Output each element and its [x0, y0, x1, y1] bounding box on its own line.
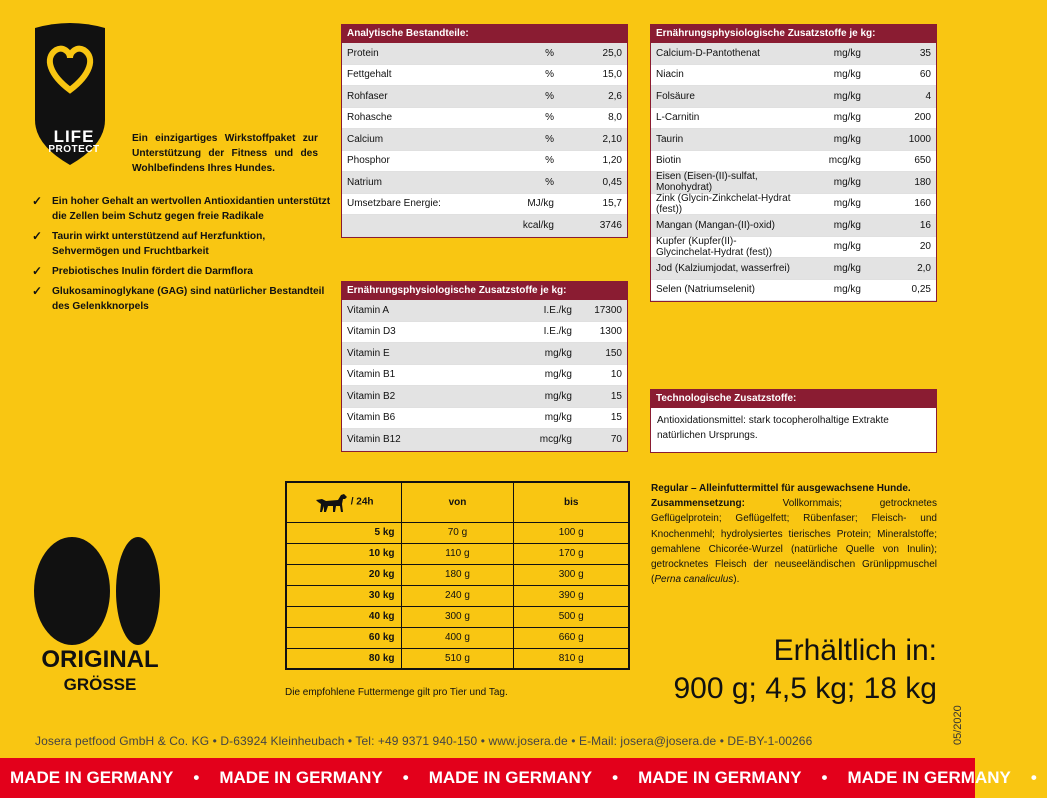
feeding-row: [286, 543, 629, 564]
table-row: [651, 280, 936, 302]
row-value: 15,7: [602, 198, 622, 210]
original-line2: GRÖSSE: [63, 675, 137, 694]
strip-text: •: [193, 768, 200, 787]
row-label: Eisen (Eisen-(II)-sulfat, Monohydrat): [656, 171, 758, 194]
row-value: 17300: [594, 304, 622, 316]
table-row: [342, 365, 627, 387]
feeding-von: 300 g: [401, 606, 514, 627]
feeding-weight: 60 kg: [286, 627, 401, 648]
row-label: Folsäure: [656, 90, 695, 102]
feeding-weight: 10 kg: [286, 543, 401, 564]
row-value: 160: [914, 198, 931, 210]
feeding-weight: 20 kg: [286, 564, 401, 585]
row-unit: mg/kg: [544, 347, 572, 359]
benefit-item: ✓ Taurin wirkt unterstützend auf Herzfunktion, Sehvermögen und Fruchtbarkeit: [32, 229, 332, 259]
row-unit: %: [545, 112, 554, 124]
row-value: 180: [914, 176, 931, 188]
feeding-row: [286, 585, 629, 606]
feeding-note: Die empfohlene Futtermenge gilt pro Tier und Tag.: [285, 687, 508, 698]
row-label: Vitamin B2: [347, 390, 396, 402]
tech-table: [650, 389, 937, 453]
feeding-bis: 100 g: [514, 522, 629, 543]
intro-text: Ein einzigartiges Wirkstoffpaket zur Unterstützung der Fitness und des Wohlbefindens Ihres Hundes.: [132, 133, 318, 174]
row-unit: %: [545, 176, 554, 188]
benefit-list: [32, 194, 332, 319]
row-value: 4: [925, 90, 931, 102]
row-unit: mg/kg: [833, 112, 861, 124]
table-row: [651, 43, 936, 65]
feeding-von: 110 g: [401, 543, 514, 564]
row-unit: mg/kg: [833, 219, 861, 231]
tech-title: Technologische Zusatzstoffe:: [651, 390, 936, 408]
row-unit: mg/kg: [833, 198, 861, 210]
row-unit: %: [545, 47, 554, 59]
row-label: Mangan (Mangan-(II)-oxid): [656, 219, 775, 231]
feeding-bis: 500 g: [514, 606, 629, 627]
row-label: Biotin: [656, 155, 682, 167]
row-value: 15,0: [602, 69, 622, 81]
row-unit: %: [545, 133, 554, 145]
table-row: [342, 194, 627, 216]
strip-text: MADE IN GERMANY: [10, 768, 174, 787]
row-unit: mg/kg: [833, 69, 861, 81]
table-row: [651, 215, 936, 237]
table-row: [651, 151, 936, 173]
row-label: Natrium: [347, 176, 383, 188]
row-unit: %: [545, 69, 554, 81]
made-in-germany-strip: [0, 758, 1037, 798]
row-value: 650: [914, 155, 931, 167]
row-label: Vitamin D3: [347, 326, 396, 338]
kibble-icon: [30, 535, 170, 645]
original-size-label: [30, 648, 170, 693]
row-label: Selen (Natriumselenit): [656, 284, 755, 296]
row-label: Fettgehalt: [347, 69, 392, 81]
row-value: 2,6: [608, 90, 622, 102]
vitamin-table: [341, 281, 628, 452]
row-label: Vitamin B12: [347, 433, 401, 445]
feeding-bis: 300 g: [514, 564, 629, 585]
row-unit: mg/kg: [833, 262, 861, 274]
feeding-bis: 390 g: [514, 585, 629, 606]
row-value: 200: [914, 112, 931, 124]
row-label: Protein: [347, 47, 379, 59]
row-label: Rohasche: [347, 112, 393, 124]
strip-text: MADE IN GERMANY: [847, 768, 1011, 787]
row-value: 2,0: [917, 262, 931, 274]
feeding-row: [286, 648, 629, 669]
row-unit: mg/kg: [833, 133, 861, 145]
composition-end: ).: [733, 574, 740, 586]
row-value: 25,0: [602, 47, 622, 59]
company-footer: Josera petfood GmbH & Co. KG • D-63924 Kleinheubach • Tel: +49 9371 940-150 • www.josera.de • E-Mail: josera@josera.de • DE-BY-1-00266: [35, 734, 813, 748]
row-label: Vitamin A: [347, 304, 390, 316]
row-value: 60: [919, 69, 931, 81]
strip-text: MADE IN GERMANY: [638, 768, 802, 787]
table-row: [342, 86, 627, 108]
feeding-bis: 810 g: [514, 648, 629, 669]
row-unit: mg/kg: [833, 47, 861, 59]
additives-title: Ernährungsphysiologische Zusatzstoffe je kg:: [651, 25, 936, 43]
table-row: [342, 408, 627, 430]
row-unit: mg/kg: [544, 412, 572, 424]
row-unit: MJ/kg: [527, 198, 554, 210]
table-row: [651, 237, 936, 259]
feeding-weight: 5 kg: [286, 522, 401, 543]
feeding-von: 70 g: [401, 522, 514, 543]
original-line1: ORIGINAL: [41, 646, 159, 673]
row-unit: mg/kg: [833, 241, 861, 253]
feeding-weight: 30 kg: [286, 585, 401, 606]
availability: [650, 632, 937, 708]
logo-text: [38, 128, 110, 155]
row-value: 1,20: [602, 155, 622, 167]
strip-text: •: [1030, 768, 1037, 787]
row-label: Calcium-D-Pantothenat: [656, 47, 760, 59]
feeding-bis: 660 g: [514, 627, 629, 648]
row-label: Phosphor: [347, 155, 390, 167]
composition-label: Zusammensetzung:: [651, 498, 745, 510]
feeding-per-label: / 24h: [350, 496, 374, 508]
analytic-title: Analytische Bestandteile:: [342, 25, 627, 43]
table-row: [342, 322, 627, 344]
table-row: [342, 215, 627, 237]
table-row: [342, 108, 627, 130]
table-row: [342, 151, 627, 173]
row-value: 0,45: [602, 176, 622, 188]
row-value: 20: [919, 241, 931, 253]
row-value: 0,25: [911, 284, 931, 296]
table-row: [651, 172, 936, 194]
row-value: 35: [919, 47, 931, 59]
benefit-item: ✓ Glukosaminoglykane (GAG) sind natürlicher Bestandteil des Gelenkknorpels: [32, 284, 332, 314]
row-unit: %: [545, 90, 554, 102]
row-unit: mcg/kg: [828, 155, 861, 167]
table-row: [342, 65, 627, 87]
row-label: Calcium: [347, 133, 384, 145]
feeding-head-bis: bis: [514, 482, 629, 522]
feeding-von: 180 g: [401, 564, 514, 585]
benefit-item: ✓ Prebiotisches Inulin fördert die Darmflora: [32, 264, 332, 279]
row-label: Jod (Kalziumjodat, wasserfrei): [656, 262, 790, 274]
row-label: Vitamin E: [347, 347, 390, 359]
row-value: 10: [610, 369, 622, 381]
row-value: 70: [610, 433, 622, 445]
strip-text: •: [612, 768, 619, 787]
table-row: [342, 129, 627, 151]
print-date: 05/2020: [952, 705, 964, 745]
table-row: [342, 43, 627, 65]
row-value: 1300: [599, 326, 622, 338]
composition-latin: Perna canaliculus: [654, 574, 734, 586]
row-label: Niacin: [656, 69, 684, 81]
row-value: 1000: [908, 133, 931, 145]
feeding-row: [286, 606, 629, 627]
row-unit: kcal/kg: [522, 219, 554, 231]
strip-text: •: [402, 768, 409, 787]
table-row: [342, 172, 627, 194]
row-unit: I.E./kg: [543, 304, 572, 316]
row-unit: mcg/kg: [539, 433, 572, 445]
feeding-head-von: von: [401, 482, 514, 522]
table-row: [342, 300, 627, 322]
feeding-row: [286, 522, 629, 543]
feeding-von: 240 g: [401, 585, 514, 606]
row-unit: mg/kg: [833, 284, 861, 296]
composition-lead: Regular – Alleinfuttermittel für ausgewachsene Hunde.: [651, 483, 911, 494]
row-label: Vitamin B6: [347, 412, 396, 424]
feeding-von: 510 g: [401, 648, 514, 669]
composition-text: [651, 481, 937, 587]
logo-line2: PROTECT: [48, 144, 100, 155]
analytic-table: [341, 24, 628, 238]
row-unit: mg/kg: [833, 90, 861, 102]
additives-table: [650, 24, 937, 302]
feeding-weight: 80 kg: [286, 648, 401, 669]
table-row: [651, 129, 936, 151]
row-value: 3746: [599, 219, 622, 231]
benefit-item: ✓ Ein hoher Gehalt an wertvollen Antioxidantien unterstützt die Zellen beim Schutz gegen freie Radikale: [32, 194, 332, 224]
row-label: Zink (Glycin-Zinkchelat-Hydrat (fest)): [656, 192, 791, 215]
table-row: [342, 343, 627, 365]
feeding-row: [286, 627, 629, 648]
table-row: [342, 429, 627, 451]
row-unit: I.E./kg: [543, 326, 572, 338]
feeding-bis: 170 g: [514, 543, 629, 564]
feeding-row: [286, 564, 629, 585]
feeding-von: 400 g: [401, 627, 514, 648]
row-unit: mg/kg: [833, 176, 861, 188]
strip-text: MADE IN GERMANY: [219, 768, 383, 787]
table-row: [651, 194, 936, 216]
row-value: 2,10: [602, 133, 622, 145]
vitamin-title: Ernährungsphysiologische Zusatzstoffe je kg:: [342, 282, 627, 300]
row-unit: %: [545, 155, 554, 167]
table-row: [651, 108, 936, 130]
table-row: [651, 86, 936, 108]
feeding-head-per: [286, 482, 401, 522]
row-value: 8,0: [608, 112, 622, 124]
row-label: Umsetzbare Energie:: [347, 198, 441, 210]
table-row: [651, 258, 936, 280]
tech-body: Antioxidationsmittel: stark tocopherolhaltige Extrakte natürlichen Ursprungs.: [657, 415, 889, 441]
row-label: Kupfer (Kupfer(II)-Glycinchelat-Hydrat (fest)): [656, 235, 773, 258]
row-unit: mg/kg: [544, 369, 572, 381]
row-value: 16: [919, 219, 931, 231]
row-label: Vitamin B1: [347, 369, 396, 381]
availability-label: Erhältlich in:: [773, 634, 937, 667]
row-unit: mg/kg: [544, 390, 572, 402]
availability-sizes: 900 g; 4,5 kg; 18 kg: [673, 672, 937, 705]
table-row: [651, 65, 936, 87]
composition-body: Vollkornmais; getrocknetes Geflügelprotein; Geflügelfett; Rübenfaser; Fleisch- und Knochenmehl; hydrolysiertes tierisches Protein; Mineralstoffe; gemahlene Chicorée-Wurzel (natürliche Quelle von Inulin); getrocknetes Fleisch der neuseeländischen Grünlippmuschel (: [651, 498, 937, 586]
table-row: [342, 386, 627, 408]
feeding-table: [285, 481, 630, 670]
row-label: L-Carnitin: [656, 112, 700, 124]
logo-line1: LIFE: [53, 127, 95, 146]
feeding-weight: 40 kg: [286, 606, 401, 627]
dog-icon: [314, 490, 348, 514]
row-label: Rohfaser: [347, 90, 388, 102]
strip-text: MADE IN GERMANY: [428, 768, 593, 787]
strip-text: •: [821, 768, 828, 787]
row-value: 15: [610, 390, 622, 402]
row-value: 15: [610, 412, 622, 424]
row-label: Taurin: [656, 133, 684, 145]
row-value: 150: [605, 347, 622, 359]
